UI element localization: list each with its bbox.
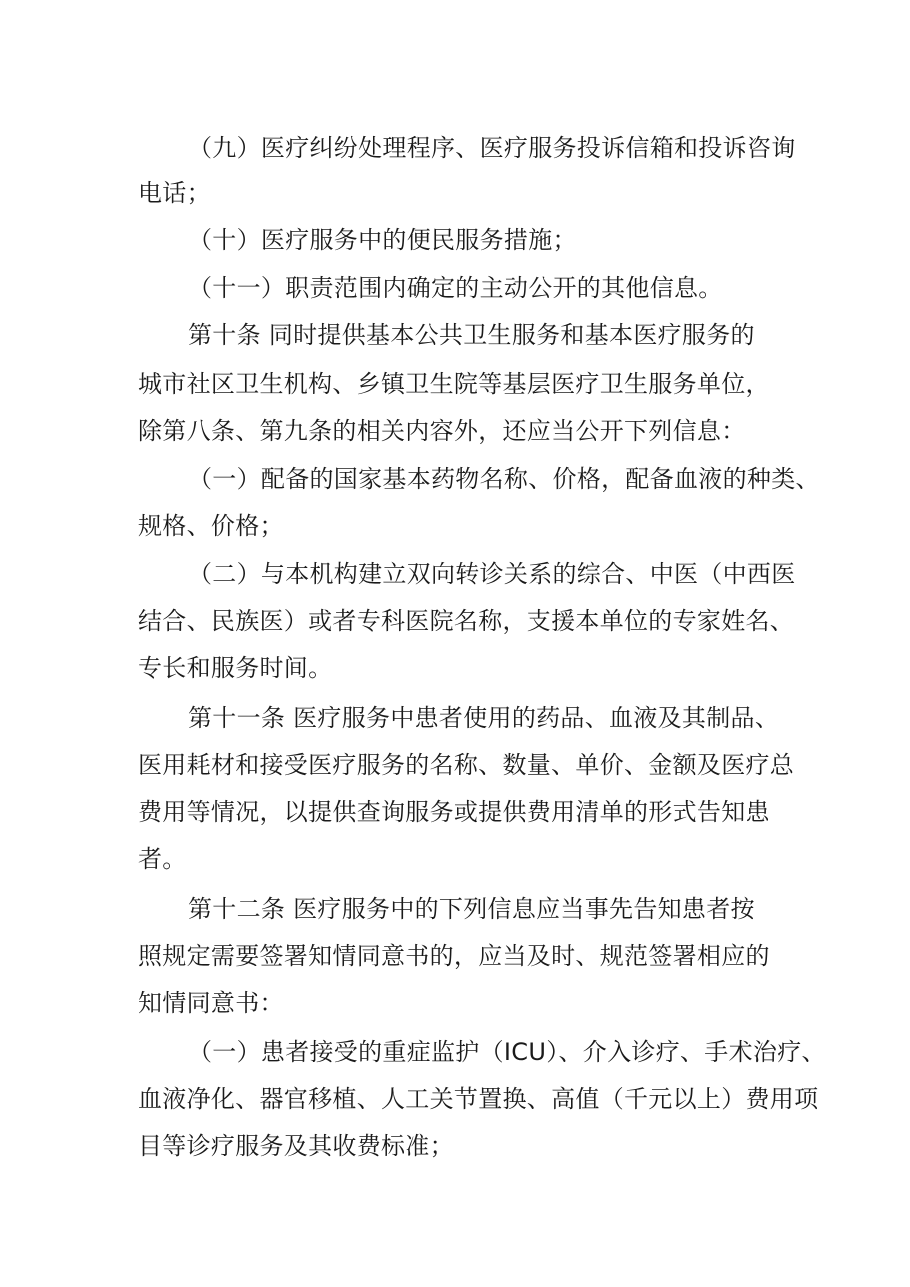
text-line: 结合、民族医）或者专科医院名称，支援本单位的专家姓名、 bbox=[138, 607, 795, 635]
text-line: 知情同意书： bbox=[138, 989, 284, 1017]
text-line: 血液净化、器官移植、人工关节置换、高值（千元以上）费用项 bbox=[138, 1085, 819, 1113]
text-line: 第十条 同时提供基本公共卫生服务和基本医疗服务的 bbox=[188, 321, 755, 349]
text-line: 规格、价格； bbox=[138, 512, 284, 540]
text-line: （二）与本机构建立双向转诊关系的综合、中医（中西医 bbox=[188, 560, 796, 588]
text-line: 医用耗材和接受医疗服务的名称、数量、单价、金额及医疗总 bbox=[138, 751, 795, 779]
text-line: 者。 bbox=[138, 845, 187, 873]
text-line: （九）医疗纠纷处理程序、医疗服务投诉信箱和投诉咨询 bbox=[188, 134, 796, 162]
text-line: （一）患者接受的重症监护（ICU）、介入诊疗、手术治疗、 bbox=[188, 1038, 826, 1066]
text-line: （一）配备的国家基本药物名称、价格，配备血液的种类、 bbox=[188, 465, 820, 493]
text-line: 费用等情况，以提供查询服务或提供费用清单的形式告知患 bbox=[138, 798, 770, 826]
text-line: （十）医疗服务中的便民服务措施； bbox=[188, 226, 577, 254]
text-line: 除第八条、第九条的相关内容外，还应当公开下列信息： bbox=[138, 417, 746, 445]
text-line: 第十二条 医疗服务中的下列信息应当事先告知患者按 bbox=[188, 895, 755, 923]
text-line: 第十一条 医疗服务中患者使用的药品、血液及其制品、 bbox=[188, 704, 780, 732]
text-line: 专长和服务时间。 bbox=[138, 654, 333, 682]
text-line: 目等诊疗服务及其收费标准； bbox=[138, 1132, 454, 1160]
text-line: 照规定需要签署知情同意书的，应当及时、规范签署相应的 bbox=[138, 942, 770, 970]
text-line: 城市社区卫生机构、乡镇卫生院等基层医疗卫生服务单位， bbox=[138, 370, 770, 398]
text-line: （十一）职责范围内确定的主动公开的其他信息。 bbox=[188, 274, 723, 302]
text-line: 电话； bbox=[138, 179, 211, 207]
